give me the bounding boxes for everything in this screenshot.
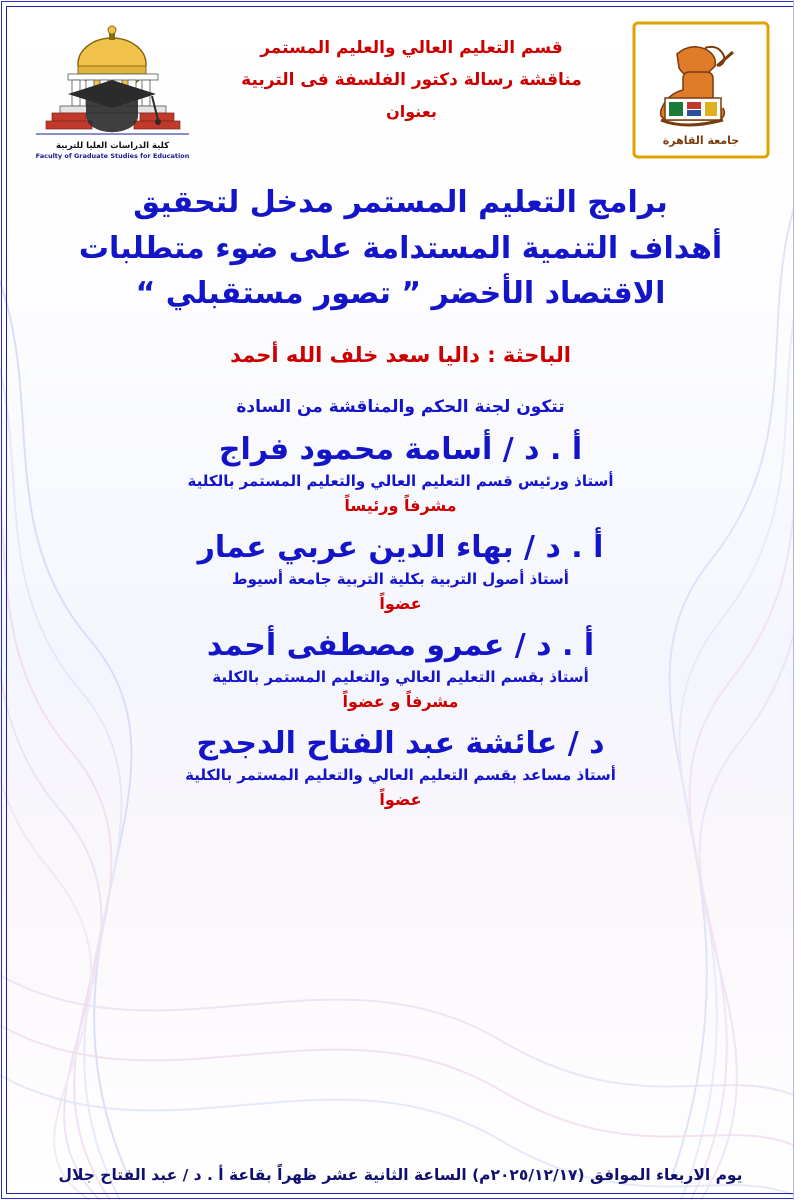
member-title: أستاذ ورئيس قسم التعليم العالي والتعليم المستمر بالكلية — [187, 472, 614, 491]
header-titled-line: بعنوان — [386, 101, 437, 121]
member-title: أستاذ بقسم التعليم العالي والتعليم المستمر بالكلية — [212, 668, 589, 687]
page-edge-sliver — [793, 0, 801, 1200]
thesis-title-line-2: أهداف التنمية المستدامة على ضوء متطلبات — [78, 230, 723, 266]
member-title: أستاذ أصول التربية بكلية التربية جامعة أسيوط — [232, 570, 569, 589]
member-name: أ . د / بهاء الدين عربي عمار — [197, 529, 604, 565]
member-role: مشرفاً ورئيساً — [344, 495, 457, 515]
committee-member — [28, 431, 773, 515]
decorative-swirl-bottom — [0, 930, 801, 1200]
committee-member — [28, 529, 773, 613]
thesis-title-line-3: الاقتصاد الأخضر ” تصور مستقبلي “ — [135, 276, 666, 312]
header-text-block — [198, 32, 625, 127]
researcher-name: الباحثة : داليا سعد خلف الله أحمد — [230, 342, 571, 367]
member-role: مشرفاً و عضواً — [342, 691, 459, 711]
member-role: عضواً — [379, 789, 422, 809]
header-department-line: قسم التعليم العالي والعليم المستمر — [260, 38, 563, 58]
member-title: أستاذ مساعد بقسم التعليم العالي والتعليم المستمر بالكلية — [185, 766, 616, 785]
cairo-university-logo-graphic — [631, 20, 771, 160]
committee-member — [28, 725, 773, 809]
poster-header — [28, 14, 773, 164]
cairo-university-logo-text: جامعة القاهرة — [662, 134, 740, 147]
member-name: د / عائشة عبد الفتاح الدجدج — [196, 725, 605, 761]
member-name: أ . د / عمرو مصطفى أحمد — [206, 627, 595, 663]
footer-text: يوم الاربعاء الموافق (٢٠٢٥/١٢/١٧م) الساعة الثانية عشر ظهراً بقاعة أ . د / عبد الفتاح جلال — [58, 1166, 743, 1184]
member-role: عضواً — [379, 593, 422, 613]
thesis-title-line-1: برامج التعليم المستمر مدخل لتحقيق — [133, 185, 668, 220]
faculty-logo-caption-ar: كلية الدراسات العليا للتربية — [55, 141, 170, 152]
committee-members — [28, 431, 773, 809]
defense-datetime-footer — [18, 1166, 783, 1184]
committee-member — [28, 627, 773, 711]
member-name: أ . د / أسامة محمود فراج — [218, 431, 583, 467]
thesis-title — [28, 180, 773, 317]
header-defense-line: مناقشة رسالة دكتور الفلسفة فى التربية — [241, 70, 582, 91]
committee-intro: تتكون لجنة الحكم والمناقشة من السادة — [236, 396, 565, 417]
cairo-university-logo — [631, 20, 771, 160]
faculty-logo-caption-en: Faculty of Graduate Studies for Education — [35, 151, 190, 160]
faculty-logo — [30, 22, 195, 162]
faculty-logo-caption — [30, 141, 195, 160]
